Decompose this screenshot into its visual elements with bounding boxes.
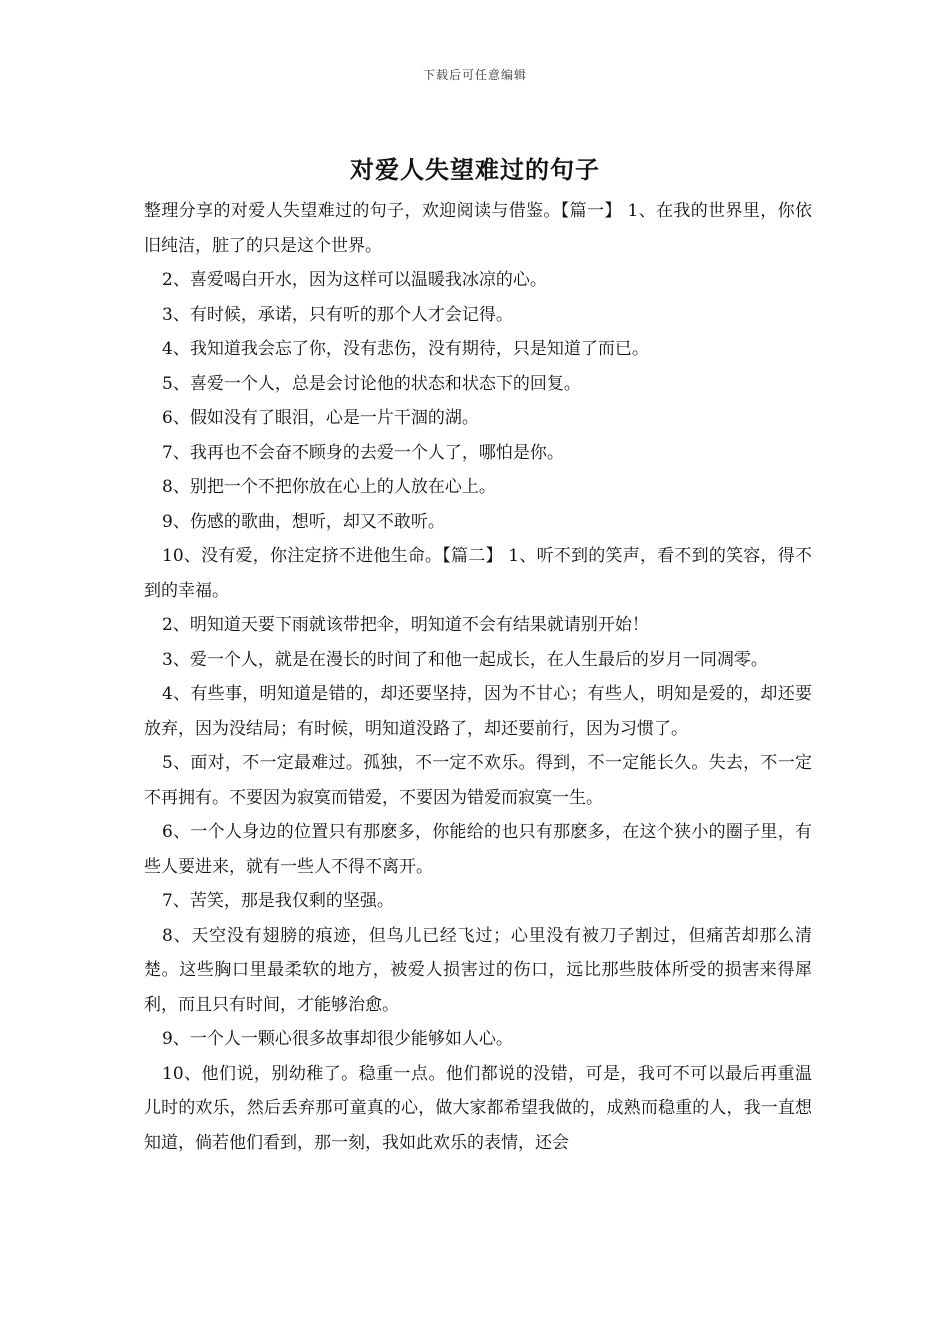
paragraph-item: 7、苦笑，那是我仅剩的坚强。 — [162, 891, 394, 911]
paragraph-item: 2、明知道天要下雨就该带把伞，明知道不会有结果就请别开始！ — [162, 615, 649, 635]
paragraph-item: 4、我知道我会忘了你，没有悲伤，没有期待，只是知道了而已。 — [162, 339, 649, 359]
document-title: 对爱人失望难过的句子 — [350, 155, 600, 184]
paragraph-intro: 整理分享的对爱人失望难过的句子，欢迎阅读与借鉴。【篇一】 1、在我的世界里，你依旧纯洁，脏了的只是这个世界。 — [144, 201, 812, 256]
paragraph-item: 3、有时候，承诺，只有听的那个人才会记得。 — [162, 304, 513, 325]
paragraph-item: 6、一个人身边的位置只有那麽多，你能给的也只有那麽多，在这个狭小的圈子里，有些人要进来，就有一些人不得不离开。 — [144, 822, 812, 877]
header-note: 下载后可任意编辑 — [422, 68, 527, 82]
paragraph-item: 10、没有爱，你注定挤不进他生命。【篇二】 1、听不到的笑声，看不到的笑容，得不到的幸福。 — [144, 546, 812, 601]
paragraph-item: 9、伤感的歌曲，想听，却又不敢听。 — [162, 511, 445, 532]
paragraph-item: 4、有些事，明知道是错的，却还要坚持，因为不甘心；有些人，明知是爱的，却还要放弃，因为没结局；有时候，明知道没路了，却还要前行，因为习惯了。 — [144, 684, 812, 739]
paragraph-item: 7、我再也不会奋不顾身的去爱一个人了，哪怕是你。 — [162, 442, 564, 463]
paragraph-item: 8、天空没有翅膀的痕迹，但鸟儿已经飞过；心里没有被刀子割过，但痛苦却那么清楚。这些胸口里最柔软的地方，被爱人损害过的伤口，远比那些肢体所受的损害来得犀利，而且只有时间，才能够治愈。 — [144, 925, 812, 1015]
paragraph-item: 6、假如没有了眼泪，心是一片干涸的湖。 — [162, 408, 479, 428]
paragraph-item: 10、他们说，别幼稚了。稳重一点。他们都说的没错，可是，我可不可以最后再重温儿时的欢乐，然后丢弃那可童真的心，做大家都希望我做的，成熟而稳重的人，我一直想知道，倘若他们看到，那一刻，我如此欢乐的表情，还会 — [144, 1063, 812, 1153]
paragraph-item: 5、面对，不一定最难过。孤独，不一定不欢乐。得到，不一定能长久。失去，不一定不再拥有。不要因为寂寞而错爱，不要因为错爱而寂寞一生。 — [144, 753, 812, 808]
document-body — [144, 194, 812, 1160]
paragraph-item: 3、爱一个人，就是在漫长的时间了和他一起成长，在人生最后的岁月一同凋零。 — [162, 649, 768, 670]
paragraph-item: 2、喜爱喝白开水，因为这样可以温暖我冰凉的心。 — [162, 270, 547, 290]
paragraph-item: 8、别把一个不把你放在心上的人放在心上。 — [162, 477, 496, 497]
paragraph-item: 9、一个人一颗心很多故事却很少能够如人心。 — [162, 1029, 513, 1049]
paragraph-item: 5、喜爱一个人，总是会讨论他的状态和状态下的回复。 — [162, 373, 581, 394]
